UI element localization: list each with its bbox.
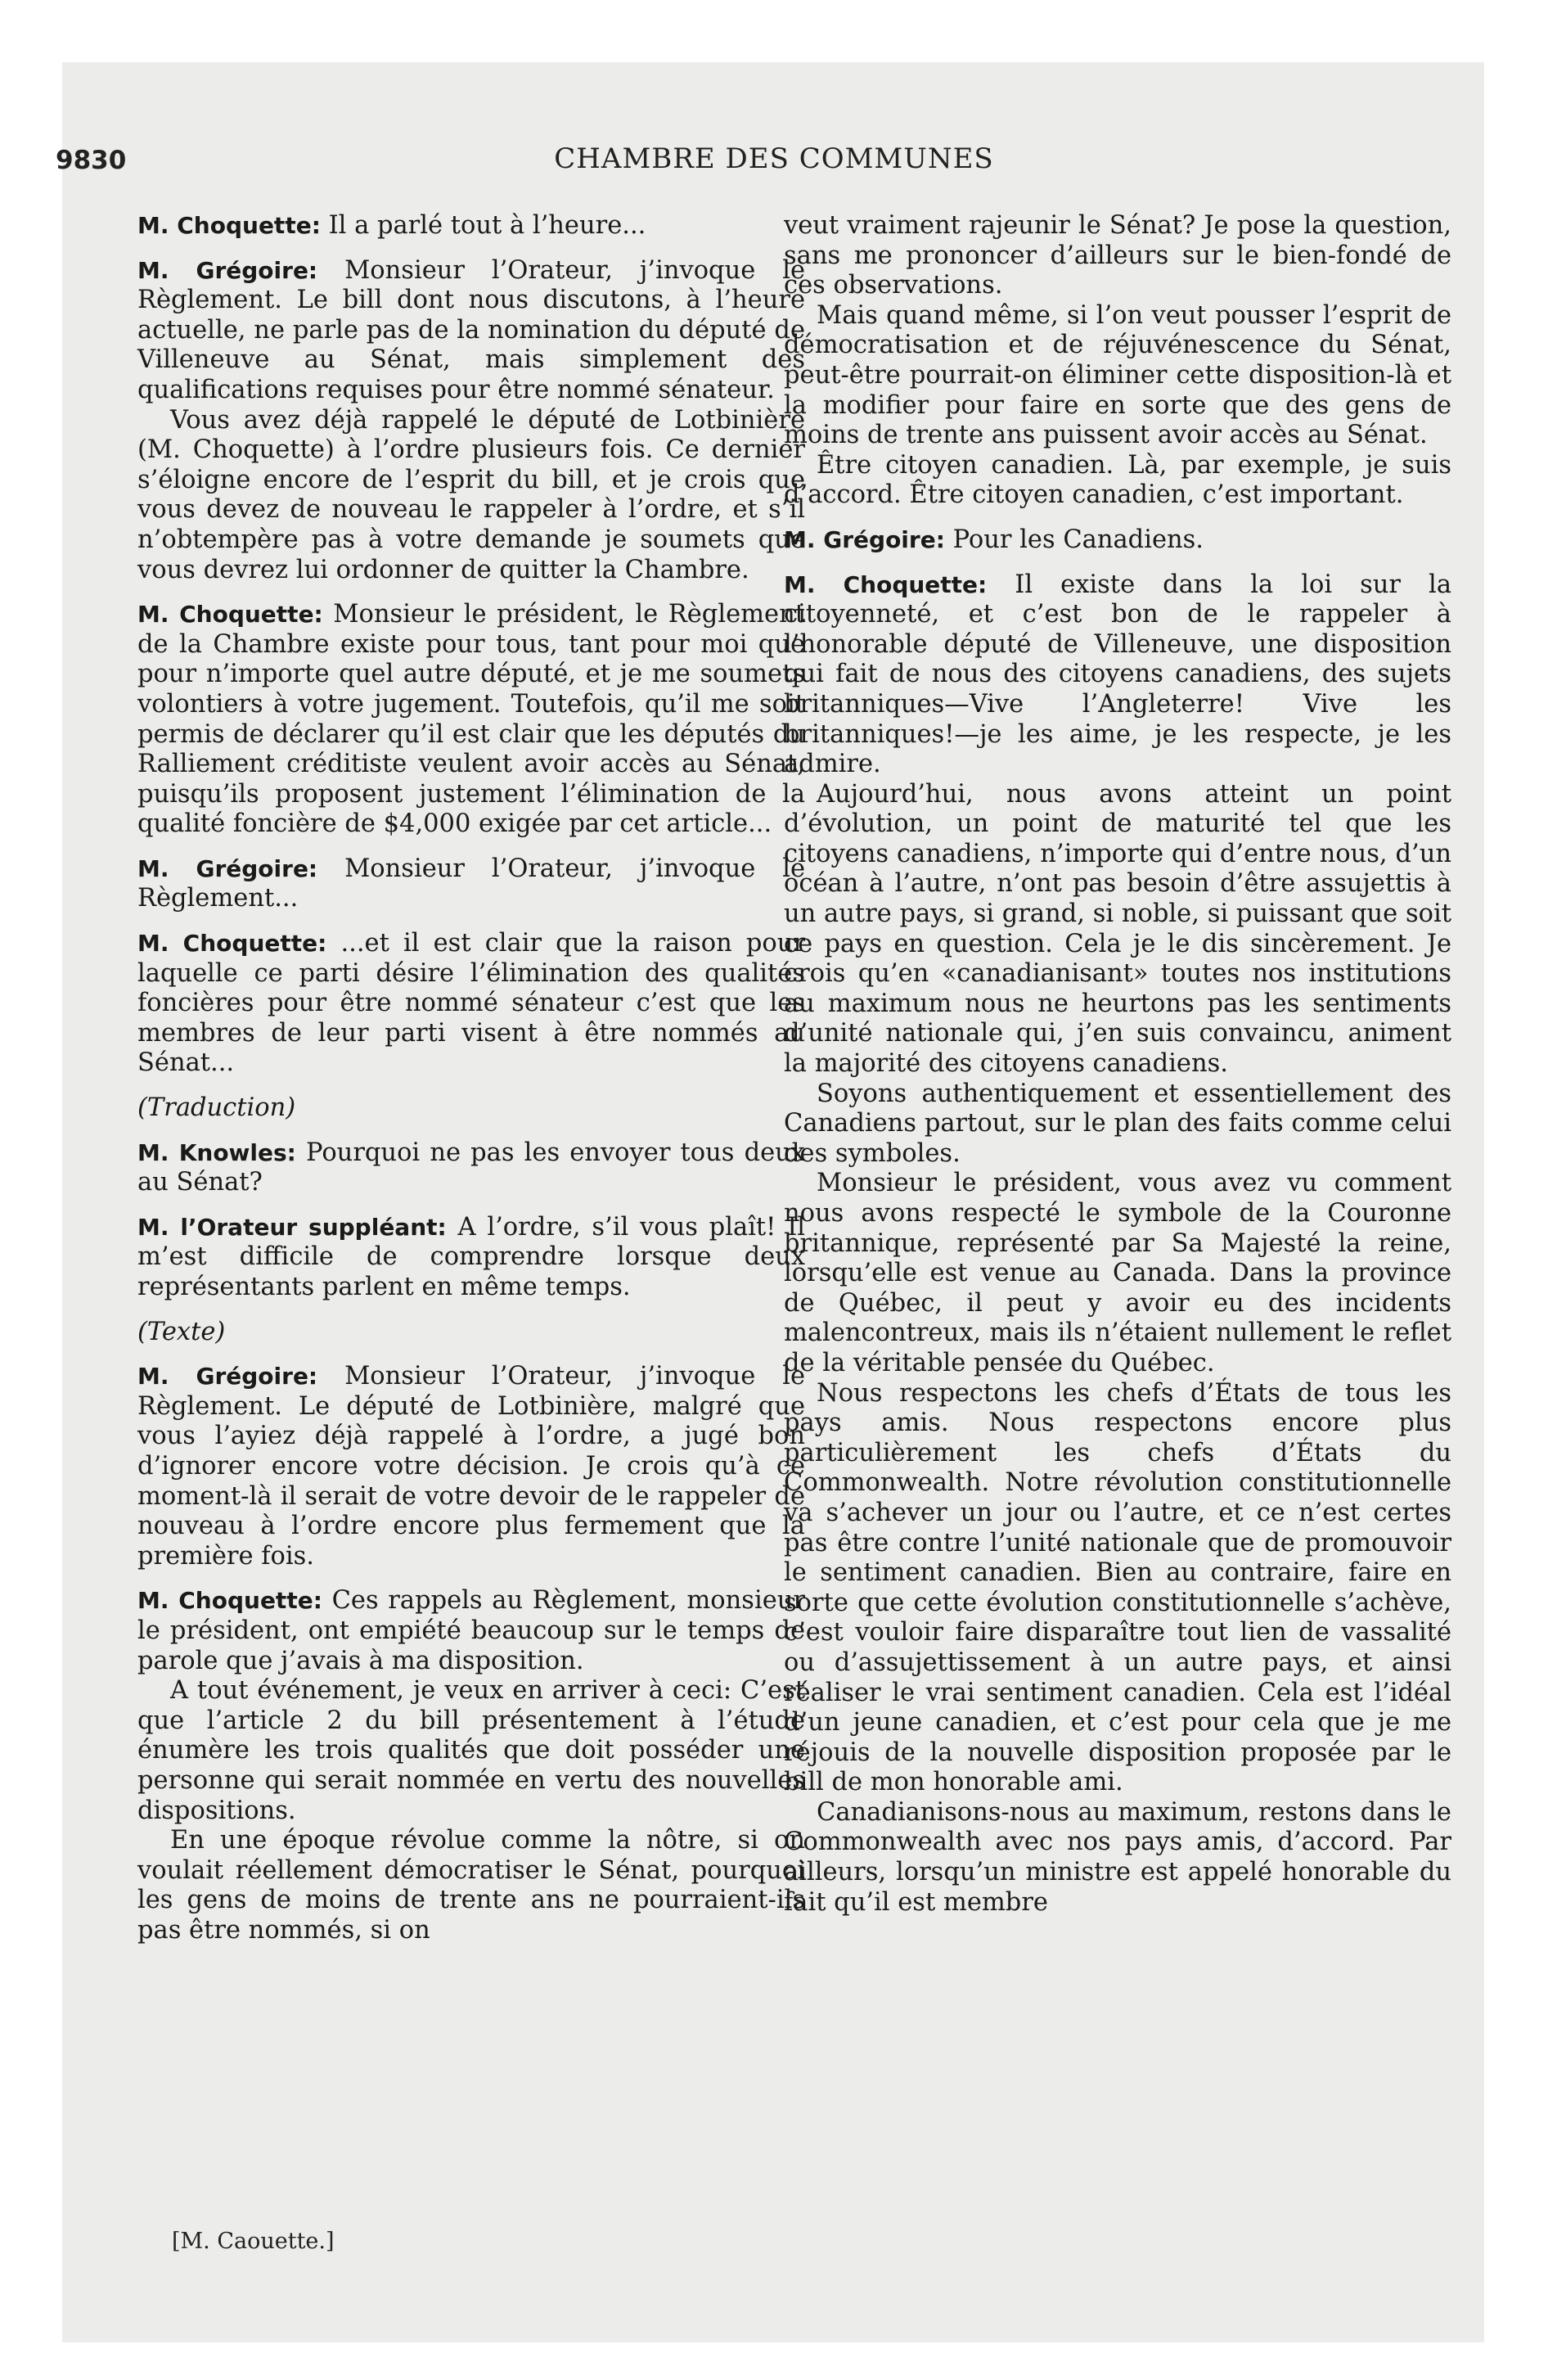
footer-note: [M. Caouette.]: [172, 2229, 335, 2254]
speech-text: Monsieur l’Orateur, j’invoque le Règlement. Le bill dont nous discutons, à l’heure actuelle, ne parle pas de la nomination du député de Villeneuve au Sénat, mais simplement des qualifications requises pour être nommé sénateur.: [137, 255, 806, 404]
speech-paragraph: [137, 1586, 805, 1676]
speaker-name: M. Choquette:: [137, 1587, 322, 1615]
body-paragraph: Canadianisons-nous au maximum, restons dans le Commonwealth avec nos pays amis, d’accord. Par ailleurs, lorsqu’un ministre est appelé honorable du fait qu’il est membre: [784, 1797, 1451, 1917]
body-paragraph: En une époque révolue comme la nôtre, si on voulait réellement démocratiser le Sénat, pourquoi les gens de moins de trente ans ne pourraient-ils pas être nommés, si on: [137, 1826, 805, 1945]
right-column: [784, 211, 1451, 1918]
speech-text: Monsieur l’Orateur, j’invoque le Règlement. Le député de Lotbinière, malgré que vous l’ayiez déjà rappelé à l’ordre, a jugé bon d’ignorer encore votre décision. Je crois qu’à ce moment-là il serait de votre devoir de le rappeler de nouveau à l’ordre encore plus fermement que la première fois.: [137, 1362, 806, 1571]
speaker-name: M. Grégoire:: [137, 854, 318, 882]
speaker-name: M. Choquette:: [784, 570, 988, 598]
body-paragraph: Nous respectons les chefs d’États de tous les pays amis. Nous respectons encore plus particulièrement les chefs d’États du Commonwealth. Notre révolution constitutionnelle va s’achever un jour ou l’autre, et ce n’est certes pas être contre l’unité nationale que de promouvoir le sentiment canadien. Bien au contraire, faire en sorte que cette évolution constitutionnelle s’achève, c’est vouloir faire disparaître tout lien de vassalité ou d’assujettissement à un autre pays, et ainsi réaliser le vrai sentiment canadien. Cela est l’idéal d’un jeune canadien, et c’est pour cela que je me réjouis de la nouvelle disposition proposée par le bill de mon honorable ami.: [784, 1378, 1451, 1797]
speech-text: Monsieur le président, le Règlement de la Chambre existe pour tous, tant pour moi que pour n’importe quel autre député, et je me soumets volontiers à votre jugement. Toutefois, qu’il me soit permis de déclarer qu’il est clair que les députés du Ralliement créditiste veulent avoir accès au Sénat, puisqu’ils proposent justement l’élimination de la qualité foncière de $4,000 exigée par cet article...: [137, 600, 805, 839]
speech-paragraph: [137, 929, 805, 1079]
speech-text: Il a parlé tout à l’heure...: [320, 211, 646, 240]
language-note: (Traduction): [137, 1093, 296, 1123]
speech-paragraph: [137, 211, 805, 241]
speaker-name: M. Choquette:: [137, 601, 323, 629]
speaker-name: M. Grégoire:: [137, 1363, 318, 1391]
speech-paragraph: [137, 1213, 805, 1303]
speaker-name: M. Grégoire:: [137, 256, 318, 284]
speech-paragraph: [137, 600, 805, 840]
speech-text: Ces rappels au Règlement, monsieur le président, ont empiété beaucoup sur le temps de parole que j’avais à ma disposition.: [137, 1586, 805, 1675]
speaker-name: M. Knowles:: [137, 1138, 296, 1166]
speaker-name: M. Choquette:: [137, 212, 321, 239]
body-paragraph: Soyons authentiquement et essentiellement des Canadiens partout, sur le plan des faits comme celui des symboles.: [784, 1079, 1451, 1168]
body-paragraph: veut vraiment rajeunir le Sénat? Je pose la question, sans me prononcer d’ailleurs sur le bien-fondé de ces observations.: [784, 211, 1451, 300]
speech-text: ...et il est clair que la raison pour laquelle ce parti désire l’élimination des qualités foncières pour être nommé sénateur c’est que les membres de leur parti visent à être nommés au Sénat...: [137, 929, 806, 1078]
speech-paragraph: [137, 854, 805, 914]
speech-paragraph: [784, 525, 1451, 556]
speech-paragraph: [784, 570, 1451, 780]
speech-text: Il existe dans la loi sur la citoyenneté, et c’est bon de le rappeler à l’honorable député de Villeneuve, une disposition qui fait de nous des citoyens canadiens, des sujets britanniques—Vive l’Angleterre! Vive les britanniques!—je les aime, je les respecte, je les admire.: [784, 570, 1451, 779]
language-note: (Texte): [137, 1317, 226, 1346]
speaker-name: M. l’Orateur suppléant:: [137, 1213, 447, 1241]
speech-paragraph: [137, 1138, 805, 1198]
body-paragraph: Mais quand même, si l’on veut pousser l’esprit de démocratisation et de réjuvénescence du Sénat, peut-être pourrait-on éliminer cette disposition-là et la modifier pour faire en sorte que des gens de moins de trente ans puissent avoir accès au Sénat.: [784, 300, 1451, 450]
speaker-name: M. Choquette:: [137, 930, 327, 958]
speech-text: Pourquoi ne pas les envoyer tous deux au Sénat?: [137, 1138, 806, 1197]
body-paragraph: Aujourd’hui, nous avons atteint un point d’évolution, un point de maturité tel que les citoyens canadiens, n’importe qui d’entre nous, d’un océan à l’autre, n’ont pas besoin d’être assujettis à un autre pays, si grand, si noble, si puissant que soit ce pays en question. Cela je le dis sincèrement. Je crois qu’en «canadianisant» toutes nos institutions au maximum nous ne heurtons pas les sentiments d’unité nationale qui, j’en suis convaincu, animent la majorité des citoyens canadiens.: [784, 779, 1451, 1079]
speech-paragraph: [137, 1362, 805, 1571]
body-paragraph: A tout événement, je veux en arriver à ceci: C’est que l’article 2 du bill présentement à l’étude énumère les trois qualités que doit posséder une personne qui serait nommée en vertu des nouvelles dispositions.: [137, 1676, 805, 1825]
speech-text: A l’ordre, s’il vous plaît! Il m’est difficile de comprendre lorsque deux représentants parlent en même temps.: [137, 1212, 806, 1301]
running-title: CHAMBRE DES COMMUNES: [554, 142, 994, 175]
page-number: 9830: [56, 146, 127, 175]
body-paragraph: Être citoyen canadien. Là, par exemple, je suis d’accord. Être citoyen canadien, c’est important.: [784, 450, 1451, 510]
speech-text: Pour les Canadiens.: [944, 525, 1204, 554]
left-column: [137, 211, 805, 1945]
speech-text: Monsieur l’Orateur, j’invoque le Règlement...: [137, 854, 806, 913]
speaker-name: M. Grégoire:: [784, 525, 945, 553]
body-paragraph: Monsieur le président, vous avez vu comment nous avons respecté le symbole de la Couronne britannique, représenté par Sa Majesté la reine, lorsqu’elle est venue au Canada. Dans la province de Québec, il peut y avoir eu des incidents malencontreux, mais ils n’étaient nullement le reflet de la véritable pensée du Québec.: [784, 1169, 1451, 1377]
speech-paragraph: [137, 256, 805, 406]
body-paragraph: Vous avez déjà rappelé le député de Lotbinière (M. Choquette) à l’ordre plusieurs fois. Ce dernier s’éloigne encore de l’esprit du bill, et je crois que vous devez de nouveau le rappeler à l’ordre, et s’il n’obtempère pas à votre demande je soumets que vous devrez lui ordonner de quitter la Chambre.: [137, 405, 805, 584]
